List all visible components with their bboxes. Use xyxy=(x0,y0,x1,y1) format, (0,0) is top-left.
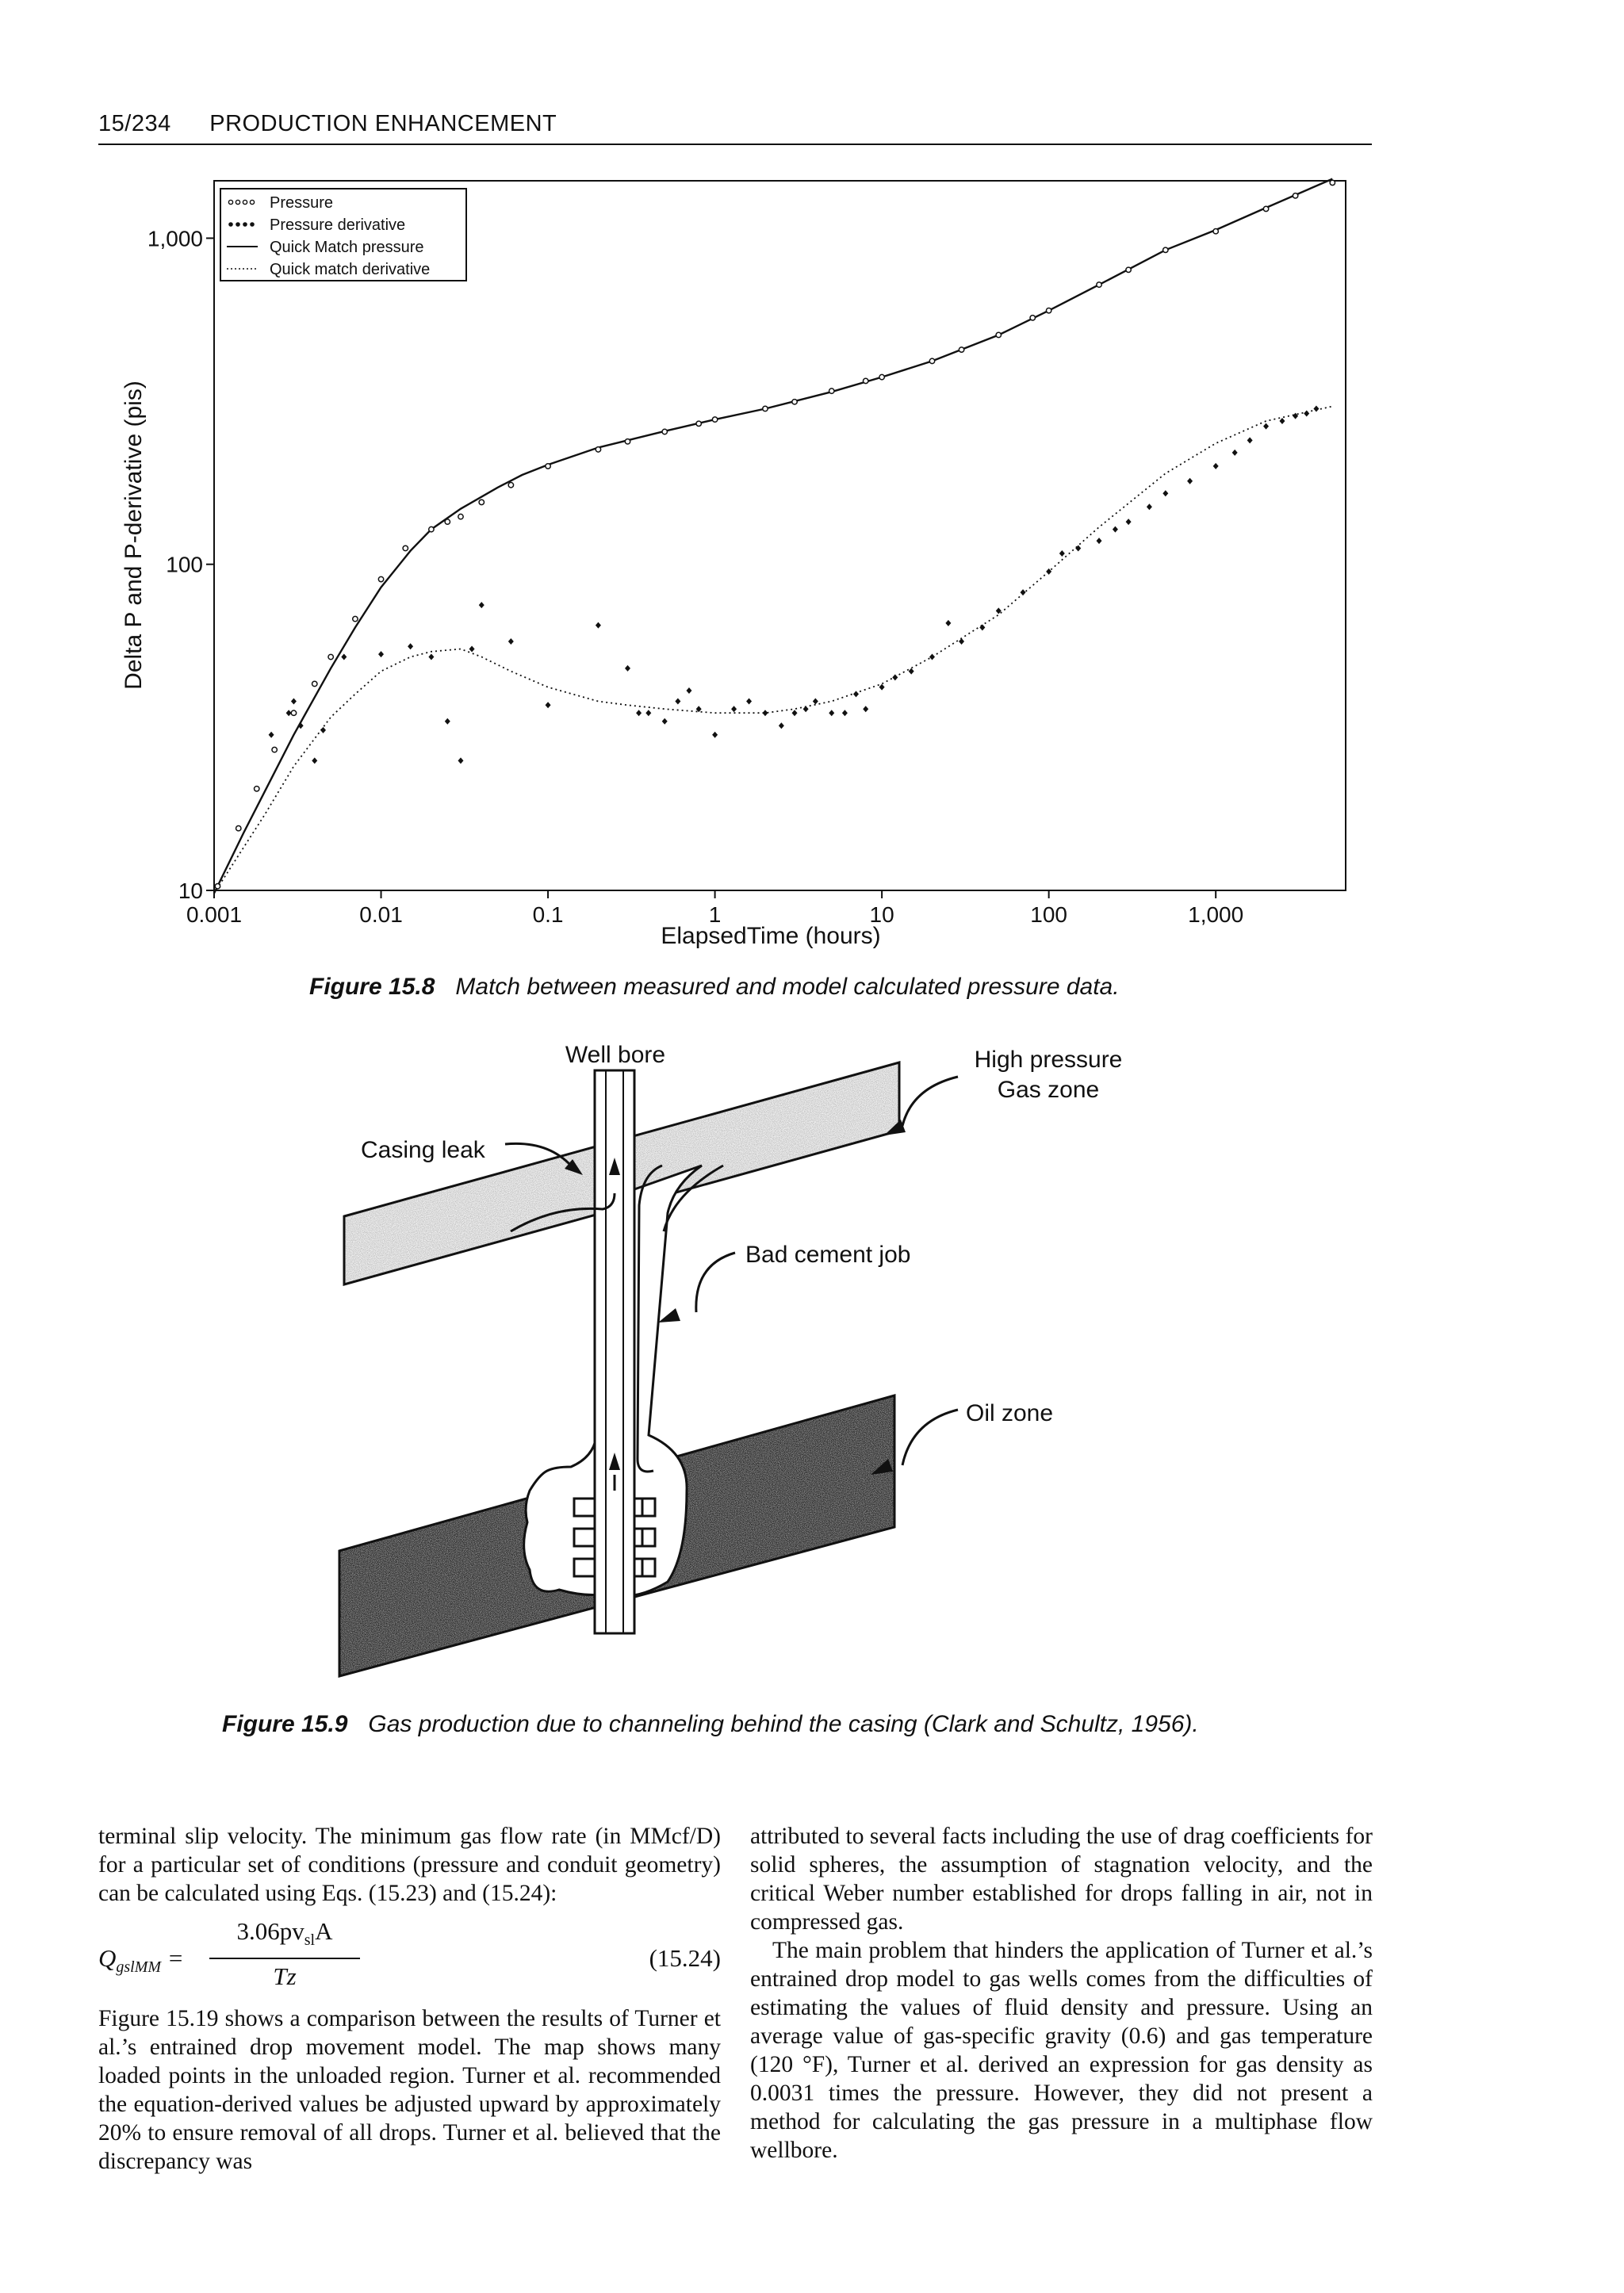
y-tick-label: 10 xyxy=(178,879,203,903)
x-tick-label: 1 xyxy=(708,902,722,927)
x-tick-label: 100 xyxy=(1030,902,1068,927)
y-tick-label: 100 xyxy=(166,552,203,577)
equation-num-sub: sl xyxy=(304,1931,316,1950)
figure-15-9-caption xyxy=(222,1711,1199,1738)
page-number: 15/234 xyxy=(98,111,171,136)
figure-15-9-number: Figure 15.9 xyxy=(222,1711,348,1737)
label-bad-cement-job: Bad cement job xyxy=(745,1242,911,1268)
x-tick-label: 0.01 xyxy=(359,902,403,927)
legend-label-quick-match-derivative: Quick match derivative xyxy=(270,261,431,278)
figure-15-8-caption-text: Match between measured and model calculated pressure data. xyxy=(455,974,1120,1000)
body-left-column xyxy=(98,1822,721,2176)
x-tick-label: 0.1 xyxy=(532,902,564,927)
equation-num-b: A xyxy=(315,1917,333,1945)
label-casing-leak: Casing leak xyxy=(361,1137,485,1163)
equation-num-a: 3.06pv xyxy=(236,1917,304,1945)
body-paragraph: terminal slip velocity. The minimum gas flow rate (in MMcf/D) for a particular set of conditions (pressure and conduit geometry) can be calculated using Eqs. (15.23) and (15.24): xyxy=(98,1824,721,1906)
label-well-bore: Well bore xyxy=(565,1042,666,1068)
legend-label-pressure-derivative: Pressure derivative xyxy=(270,216,406,234)
body-paragraph: The main problem that hinders the application of Turner et al.’s entrained drop model to gas wells comes from the difficulties of estimating the values of fluid density and pressure. Using an average value of gas-specific gravity (0.6) and gas temperature (120 °F), Turner et al. derived an expression for gas density as 0.0031 times the pressure. However, they did not present a method for calculating the gas pressure in a multiphase flow wellbore. xyxy=(750,1938,1373,2163)
figure-15-8-number: Figure 15.8 xyxy=(309,974,435,1000)
equation-15-24 xyxy=(98,1916,721,1995)
body-paragraph: attributed to several facts including the use of drag coefficients for solid spheres, the assumption of stagnation velocity, and the critical Weber number established for drops falling in air, not in compressed gas. xyxy=(750,1824,1373,1935)
body-paragraph: Figure 15.19 shows a comparison between the results of Turner et al.’s entrained drop movement model. The map shows many loaded points in the unloaded region. Turner et al. recommended the equation-derived values be adjusted upward by approximately 20% to ensure removal of all drops. Turner et al. believed that the discrepancy was xyxy=(98,2006,721,2174)
equation-number: (15.24) xyxy=(649,1944,721,1972)
equation-q-sub: gslMM xyxy=(116,1958,162,1977)
y-axis-label: Delta P and P-derivative (pis) xyxy=(121,381,147,690)
x-tick-label: 10 xyxy=(869,902,894,927)
equation-equals: = xyxy=(161,1944,184,1972)
legend-label-quick-match-pressure: Quick Match pressure xyxy=(270,239,424,256)
label-high-pressure: High pressure xyxy=(974,1047,1123,1073)
equation-denominator: Tz xyxy=(273,1962,297,1991)
x-axis-label: ElapsedTime (hours) xyxy=(661,923,881,949)
equation-numerator xyxy=(209,1917,360,1959)
figure-15-9-caption-text: Gas production due to channeling behind the casing (Clark and Schultz, 1956). xyxy=(368,1711,1199,1737)
x-tick-label: 1,000 xyxy=(1188,902,1244,927)
x-tick-label: 0.001 xyxy=(186,902,243,927)
y-tick-label: 1,000 xyxy=(147,226,203,251)
label-gas-zone: Gas zone xyxy=(997,1077,1100,1103)
equation-q: Q xyxy=(98,1944,117,1972)
equation-fraction xyxy=(209,1917,360,1991)
equation-lhs xyxy=(98,1944,184,1981)
body-right-column xyxy=(750,1822,1373,2165)
label-oil-zone: Oil zone xyxy=(966,1400,1054,1426)
running-title: PRODUCTION ENHANCEMENT xyxy=(209,111,557,136)
well-bore-outer xyxy=(595,1070,634,1633)
legend-label-pressure: Pressure xyxy=(270,194,334,212)
